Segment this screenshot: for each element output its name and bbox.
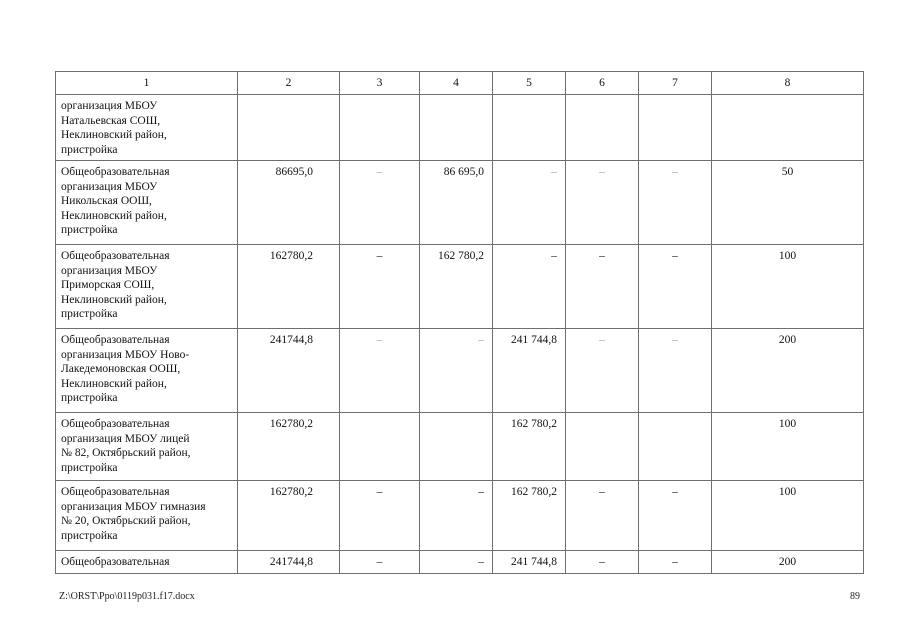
footer-page-number: 89: [850, 591, 860, 602]
table-cell-value: 162 780,2: [493, 413, 566, 481]
column-header: 6: [566, 72, 639, 95]
column-header: 5: [493, 72, 566, 95]
table-cell-value: 200: [712, 551, 864, 574]
table-cell-value: [340, 413, 420, 481]
table-cell-value: 241744,8: [238, 551, 340, 574]
table-row: [56, 551, 864, 574]
footer-file-path: Z:\ORST\Ppo\0119p031.f17.docx: [59, 591, 195, 602]
table-cell-object: Общеобразовательная организация МБОУ лицей № 82, Октябрьский район, пристройка: [56, 413, 238, 481]
table-cell-object: Общеобразовательная организация МБОУ гимназия № 20, Октябрьский район, пристройка: [56, 481, 238, 551]
table-cell-value: [639, 95, 712, 161]
table-cell-value: –: [493, 161, 566, 245]
table-cell-value: –: [566, 245, 639, 329]
table-cell-value: –: [493, 245, 566, 329]
column-header: 1: [56, 72, 238, 95]
table-cell-value: –: [340, 161, 420, 245]
table-cell-value: 162 780,2: [493, 481, 566, 551]
table-cell-value: –: [566, 329, 639, 413]
table-cell-value: 162780,2: [238, 481, 340, 551]
table-cell-value: –: [639, 245, 712, 329]
table-row: [56, 245, 864, 329]
table-cell-value: 241 744,8: [493, 551, 566, 574]
table-cell-value: [566, 95, 639, 161]
table-cell-value: 200: [712, 329, 864, 413]
table-cell-value: 162780,2: [238, 245, 340, 329]
table-cell-value: –: [420, 481, 493, 551]
column-header: 3: [340, 72, 420, 95]
table-header-row: [56, 72, 864, 95]
table-cell-value: [238, 95, 340, 161]
table-cell-value: [639, 413, 712, 481]
table-cell-value: [420, 95, 493, 161]
table-cell-value: –: [340, 551, 420, 574]
table-cell-value: 100: [712, 413, 864, 481]
table-row: [56, 329, 864, 413]
table-cell-value: –: [566, 551, 639, 574]
table-cell-value: 100: [712, 481, 864, 551]
table-cell-value: 241744,8: [238, 329, 340, 413]
table-cell-value: 86 695,0: [420, 161, 493, 245]
table-cell-value: –: [340, 329, 420, 413]
table-cell-value: –: [639, 551, 712, 574]
table-cell-value: [493, 95, 566, 161]
table-cell-value: [420, 413, 493, 481]
table-cell-value: [340, 95, 420, 161]
table-cell-value: –: [340, 245, 420, 329]
table-cell-value: –: [639, 329, 712, 413]
table-cell-value: 162 780,2: [420, 245, 493, 329]
table-cell-object: Общеобразовательная организация МБОУ Ново- Лакедемоновская ООШ, Неклиновский район, пристройка: [56, 329, 238, 413]
table-cell-value: –: [340, 481, 420, 551]
table-cell-value: [712, 95, 864, 161]
table-cell-value: 86695,0: [238, 161, 340, 245]
table-cell-value: –: [566, 481, 639, 551]
table-cell-object: Общеобразовательная: [56, 551, 238, 574]
table-row: [56, 413, 864, 481]
table-cell-object: Общеобразовательная организация МБОУ Никольская ООШ, Неклиновский район, пристройка: [56, 161, 238, 245]
table-cell-value: [566, 413, 639, 481]
table-row: [56, 95, 864, 161]
table-cell-object: Общеобразовательная организация МБОУ Приморская СОШ, Неклиновский район, пристройка: [56, 245, 238, 329]
table-cell-value: 162780,2: [238, 413, 340, 481]
column-header: 8: [712, 72, 864, 95]
column-header: 2: [238, 72, 340, 95]
table-cell-value: –: [639, 481, 712, 551]
table-row: [56, 481, 864, 551]
column-header: 7: [639, 72, 712, 95]
table-row: [56, 161, 864, 245]
column-header: 4: [420, 72, 493, 95]
table-cell-value: –: [639, 161, 712, 245]
table-cell-value: –: [420, 329, 493, 413]
table-cell-value: –: [420, 551, 493, 574]
table-cell-object: организация МБОУ Натальевская СОШ, Неклиновский район, пристройка: [56, 95, 238, 161]
table-cell-value: –: [566, 161, 639, 245]
table-cell-value: 50: [712, 161, 864, 245]
table-cell-value: 241 744,8: [493, 329, 566, 413]
data-table: [55, 71, 864, 574]
table-cell-value: 100: [712, 245, 864, 329]
